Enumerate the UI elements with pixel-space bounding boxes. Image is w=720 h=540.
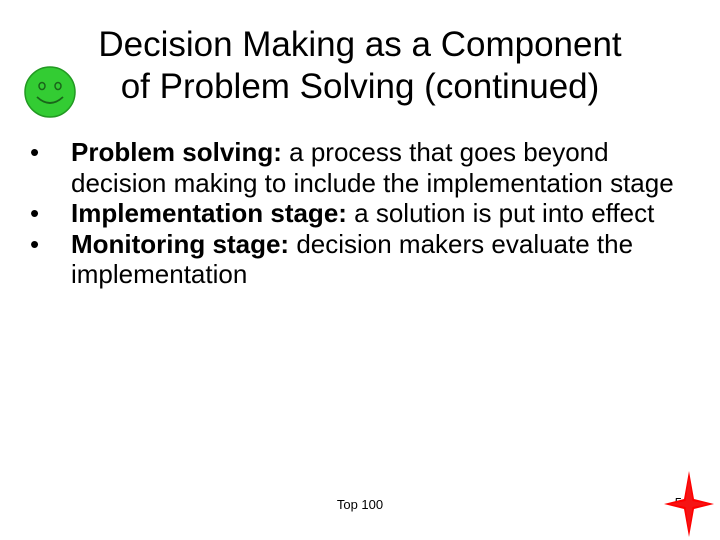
bullet-term: Problem solving: <box>71 137 282 167</box>
bullet-list <box>30 137 680 290</box>
bullet-item-implementation-stage <box>30 198 680 229</box>
bullet-term: Implementation stage: <box>71 198 347 228</box>
bullet-marker: • <box>30 228 40 259</box>
bullet-item-problem-solving <box>30 137 680 198</box>
bullet-marker: • <box>30 137 40 167</box>
title-line-1: Decision Making as a Component <box>98 25 622 64</box>
four-point-star-icon <box>664 471 714 537</box>
bullet-marker: • <box>30 198 40 228</box>
bullet-text: a process that goes beyond decision making to include the implementation stage <box>71 137 674 198</box>
slide-title <box>40 24 680 108</box>
bullet-item-monitoring-stage <box>30 229 680 290</box>
footer-text: Top 100 <box>336 497 384 512</box>
title-line-2: of Problem Solving (continued) <box>120 67 600 106</box>
bullet-term: Monitoring stage: <box>71 228 290 259</box>
bullet-text: decision makers evaluate the implementation <box>71 228 634 289</box>
bullet-text: a solution is put into effect <box>346 198 655 228</box>
